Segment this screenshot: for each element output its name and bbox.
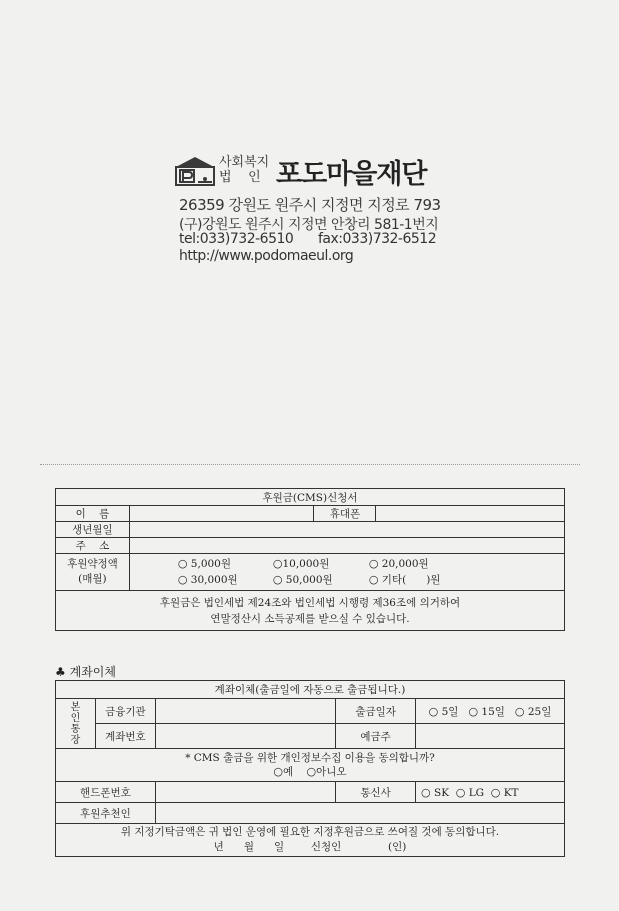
radio-circle-icon: ○ <box>428 704 439 718</box>
form-title: 후원금(CMS)신청서 <box>56 489 565 506</box>
carrier-lg-label: LG <box>468 786 485 799</box>
radio-circle-icon: ○ <box>455 785 466 799</box>
address-old: (구)강원도 원주시 지정면 안창리 581-1번지 <box>179 217 439 233</box>
transfer-section-title: 계좌이체 <box>69 665 116 679</box>
transfer-section-heading <box>55 663 116 680</box>
birth-field[interactable] <box>129 522 564 538</box>
withdraw-25-label: 25일 <box>527 705 552 718</box>
owner-char-3: 통 <box>70 723 81 735</box>
owner-char-2: 인 <box>70 712 81 724</box>
withdraw-15-label: 15일 <box>481 705 505 718</box>
withdraw-5-label: 5일 <box>441 705 459 718</box>
withdraw-date-options <box>416 699 565 724</box>
club-icon: ♣ <box>55 665 66 679</box>
org-type <box>219 155 269 185</box>
consent-no-label: 아니오 <box>316 766 347 778</box>
radio-circle-icon: ○ <box>468 704 479 718</box>
amount-20000-label: 20,000원 <box>381 558 429 570</box>
signature-line[interactable]: 년 월 일 신청인 (인) <box>213 841 407 853</box>
address-new: 26359 강원도 원주시 지정면 지정로 793 <box>179 196 441 214</box>
radio-circle-icon: ○ <box>368 573 379 586</box>
phone-field[interactable] <box>155 782 335 803</box>
tax-notice-line2: 연말정산시 소득공제를 받으실 수 있습니다. <box>210 612 410 625</box>
name-field[interactable] <box>129 506 314 522</box>
carrier-options <box>416 782 565 803</box>
amount-5000-label: 5,000원 <box>190 558 231 570</box>
amount-option-30000[interactable] <box>178 572 273 588</box>
agreement-text: 위 지정기탁금액은 귀 법인 운영에 필요한 지정후원금으로 쓰여질 것에 동의합니다. <box>120 826 500 838</box>
amount-label-line2: (매월) <box>78 573 107 585</box>
carrier-kt-label: KT <box>503 786 519 799</box>
radio-circle-icon: ○ <box>514 704 525 718</box>
carrier-sk-label: SK <box>434 786 450 799</box>
org-type-line2: 법 인 <box>219 170 261 185</box>
mobile-label: 휴대폰 <box>314 506 376 522</box>
website-link[interactable]: http://www.podomaeul.org <box>179 248 354 264</box>
amount-30000-label: 30,000원 <box>190 574 238 586</box>
owner-char-4: 장 <box>70 734 81 746</box>
owner-char-1: 본 <box>70 701 81 713</box>
cut-line-divider <box>40 464 580 465</box>
depositor-label: 예금주 <box>336 724 416 749</box>
consent-question: * CMS 출금을 위한 개인정보수집 이용을 동의합니까? <box>185 752 435 764</box>
cms-application-form <box>55 488 565 631</box>
birth-label: 생년월일 <box>56 522 130 538</box>
radio-circle-icon: ○ <box>177 573 188 586</box>
radio-circle-icon: ○ <box>177 557 188 570</box>
referrer-label: 후원추천인 <box>56 803 156 824</box>
consent-no-option[interactable] <box>307 766 347 778</box>
org-type-line1: 사회복지 <box>219 155 270 170</box>
fax-number: fax:033)732-6512 <box>318 231 437 247</box>
amount-option-20000[interactable] <box>369 556 429 572</box>
amount-options <box>129 554 564 591</box>
carrier-option-kt[interactable] <box>491 787 519 799</box>
carrier-option-sk[interactable] <box>421 787 449 799</box>
name-label: 이 름 <box>56 506 130 522</box>
depositor-field[interactable] <box>416 724 565 749</box>
address-label: 주 소 <box>56 538 130 554</box>
account-transfer-form <box>55 680 565 857</box>
radio-circle-icon: ○ <box>490 785 501 799</box>
consent-yes-label: 예 <box>283 766 294 778</box>
account-number-label: 계좌번호 <box>95 724 155 749</box>
amount-10000-label: 10,000원 <box>282 558 330 570</box>
account-number-field[interactable] <box>155 724 335 749</box>
amount-other-label: 기타( )원 <box>381 574 441 586</box>
carrier-option-lg[interactable] <box>456 787 484 799</box>
withdraw-date-label: 출금일자 <box>336 699 416 724</box>
carrier-label: 통신사 <box>336 782 416 803</box>
tel-number: tel:033)732-6510 <box>179 231 294 247</box>
amount-option-other[interactable] <box>369 572 441 588</box>
foundation-logo-icon <box>174 155 216 187</box>
address-field[interactable] <box>129 538 564 554</box>
owner-account-label <box>56 699 96 749</box>
consent-question-cell <box>56 749 565 782</box>
radio-circle-icon: ○ <box>421 785 431 799</box>
withdraw-option-5[interactable] <box>429 706 459 718</box>
bank-field[interactable] <box>155 699 335 724</box>
amount-label-line1: 후원약정액 <box>67 558 118 570</box>
transfer-form-title: 계좌이체(출금일에 자동으로 출금됩니다.) <box>56 681 565 699</box>
org-name: 포도마을재단 <box>276 159 427 190</box>
mobile-field[interactable] <box>376 506 565 522</box>
amount-option-50000[interactable] <box>273 572 369 588</box>
amount-option-10000[interactable] <box>273 556 369 572</box>
tax-notice <box>56 591 565 631</box>
radio-circle-icon: ○ <box>306 765 317 778</box>
radio-circle-icon: ○ <box>272 573 283 586</box>
radio-circle-icon: ○ <box>273 765 284 778</box>
bank-label: 금융기관 <box>95 699 155 724</box>
radio-circle-icon: ○ <box>272 557 283 570</box>
withdraw-option-25[interactable] <box>515 706 551 718</box>
consent-yes-option[interactable] <box>273 766 293 778</box>
agreement-cell <box>56 824 565 857</box>
referrer-field[interactable] <box>155 803 564 824</box>
radio-circle-icon: ○ <box>368 557 379 570</box>
amount-option-5000[interactable] <box>178 556 273 572</box>
phone-label: 핸드폰번호 <box>56 782 156 803</box>
tax-notice-line1: 후원금은 법인세법 제24조와 법인세법 시행령 제36조에 의거하여 <box>159 596 461 609</box>
amount-50000-label: 50,000원 <box>285 574 333 586</box>
withdraw-option-15[interactable] <box>468 706 504 718</box>
amount-label <box>56 554 130 591</box>
